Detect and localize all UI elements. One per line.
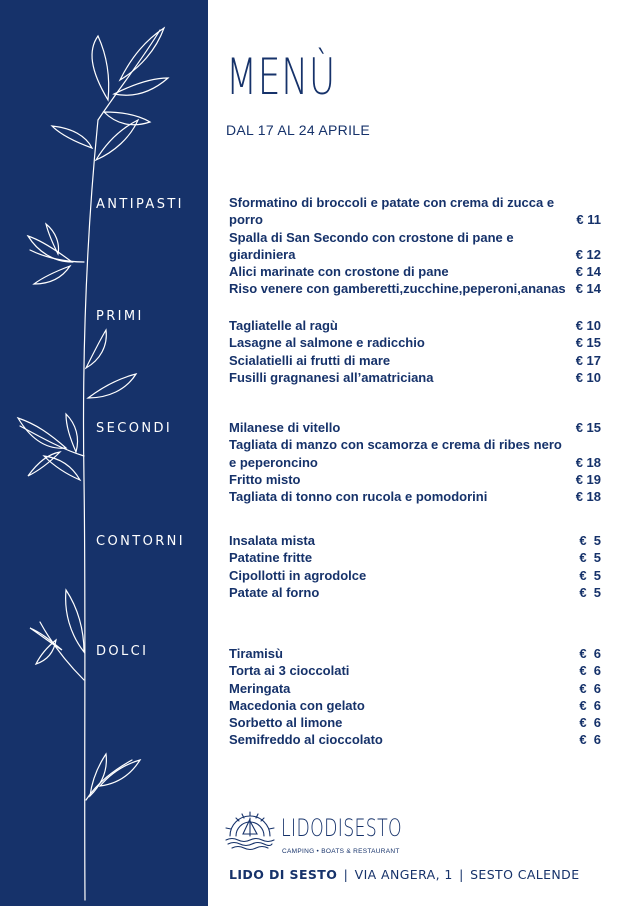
menu-item-price: € 19 xyxy=(575,471,601,487)
menu-item xyxy=(229,714,605,731)
menu-item-price: € 15 xyxy=(575,420,601,435)
menu-item xyxy=(229,194,605,229)
sailboat-sun-logo-icon xyxy=(222,808,278,854)
menu-item xyxy=(229,229,605,264)
menu-item xyxy=(229,334,605,351)
menu-item-name: Patate al forno xyxy=(229,584,320,600)
menu-item xyxy=(229,471,605,488)
menu-item-name: Alici marinate con crostone di pane xyxy=(229,264,449,280)
section-label-contorni: CONTORNI xyxy=(96,534,185,549)
footer-address xyxy=(229,867,580,882)
page-title: MENÙ xyxy=(226,48,336,106)
menu-item-name: Patatine fritte xyxy=(229,550,313,566)
menu-item-price: € 5 xyxy=(579,567,601,583)
menu-item-name: Lasagne al salmone e radicchio xyxy=(229,335,425,351)
menu-item-price: € 5 xyxy=(579,584,601,600)
menu-item-name: Tagliata di manzo con scamorza e crema di ribes nero e peperoncino xyxy=(229,437,562,470)
menu-item-name: Tagliata di tonno con rucola e pomodorini xyxy=(229,489,488,505)
section-label-dolci: DOLCI xyxy=(96,644,149,659)
menu-item-name: Scialatielli ai frutti di mare xyxy=(229,352,391,368)
menu-item-name: Semifreddo al cioccolato xyxy=(229,732,383,748)
menu-item-name: Milanese di vitello xyxy=(229,420,341,435)
section-label-antipasti: ANTIPASTI xyxy=(96,197,184,212)
menu-item-name: Sformatino di broccoli e patate con crema di zucca e porro xyxy=(229,195,555,228)
section-label-primi: PRIMI xyxy=(96,309,144,324)
menu-item-price: € 6 xyxy=(579,646,601,661)
footer-city: SESTO CALENDE xyxy=(470,867,580,882)
menu-item xyxy=(229,584,605,601)
olive-branch-icon xyxy=(0,0,208,906)
footer-separator: | xyxy=(343,867,349,882)
brand-tagline: CAMPING • BOATS & RESTAURANT xyxy=(282,848,400,855)
menu-item-price: € 6 xyxy=(579,732,601,748)
footer-street: VIA ANGERA, 1 xyxy=(354,867,453,882)
menu-item-price: € 14 xyxy=(575,281,601,297)
menu-item xyxy=(229,352,605,369)
menu-item-name: Tiramisù xyxy=(229,646,283,661)
menu-item-price: € 18 xyxy=(575,454,601,470)
menu-item xyxy=(229,680,605,697)
footer-brand-name: LIDO DI SESTO xyxy=(229,867,338,882)
menu-item xyxy=(229,317,605,334)
menu-item-name: Cipollotti in agrodolce xyxy=(229,567,367,583)
menu-item-price: € 11 xyxy=(576,212,601,228)
menu-item-price: € 6 xyxy=(579,697,601,713)
menu-item-price: € 6 xyxy=(579,680,601,696)
menu-item-price: € 10 xyxy=(575,369,601,385)
menu-item-name: Insalata mista xyxy=(229,533,315,548)
section-primi xyxy=(229,317,605,386)
section-label-secondi: SECONDI xyxy=(96,421,173,436)
section-secondi xyxy=(229,419,605,505)
date-range: DAL 17 AL 24 APRILE xyxy=(226,122,370,138)
menu-item xyxy=(229,567,605,584)
section-contorni xyxy=(229,532,605,601)
footer-separator: | xyxy=(459,867,464,882)
menu-item xyxy=(229,436,605,471)
menu-item-name: Torta ai 3 cioccolati xyxy=(229,663,350,679)
menu-item-price: € 18 xyxy=(575,489,601,505)
brand-logo-text: LIDODISESTO xyxy=(281,814,403,842)
menu-item-price: € 6 xyxy=(579,663,601,679)
section-antipasti xyxy=(229,194,605,298)
menu-item-name: Macedonia con gelato xyxy=(229,697,365,713)
menu-item-name: Sorbetto al limone xyxy=(229,715,343,731)
menu-item-price: € 6 xyxy=(579,715,601,731)
menu-item xyxy=(229,697,605,714)
menu-item xyxy=(229,645,605,662)
menu-item-price: € 12 xyxy=(575,246,601,262)
menu-item-name: Meringata xyxy=(229,680,291,696)
menu-item-price: € 5 xyxy=(579,550,601,566)
menu-item xyxy=(229,549,605,566)
menu-item xyxy=(229,532,605,549)
menu-item-price: € 17 xyxy=(575,352,601,368)
menu-item xyxy=(229,731,605,748)
menu-item xyxy=(229,369,605,386)
menu-item-price: € 14 xyxy=(575,264,601,280)
menu-item-price: € 5 xyxy=(579,533,601,548)
menu-item xyxy=(229,263,605,280)
menu-item-price: € 10 xyxy=(575,318,601,333)
menu-item-name: Spalla di San Secondo con crostone di pane e giardiniera xyxy=(229,229,514,262)
menu-item xyxy=(229,419,605,436)
sidebar-panel xyxy=(0,0,208,906)
menu-item-name: Fusilli gragnanesi all’amatriciana xyxy=(229,369,434,385)
menu-item xyxy=(229,488,605,505)
menu-item-name: Fritto misto xyxy=(229,471,301,487)
menu-item-price: € 15 xyxy=(575,335,601,351)
menu-item xyxy=(229,662,605,679)
section-dolci xyxy=(229,645,605,749)
menu-item-name: Riso venere con gamberetti,zucchine,peperoni,ananas xyxy=(229,281,566,297)
menu-item xyxy=(229,280,605,297)
menu-item-name: Tagliatelle al ragù xyxy=(229,318,338,333)
